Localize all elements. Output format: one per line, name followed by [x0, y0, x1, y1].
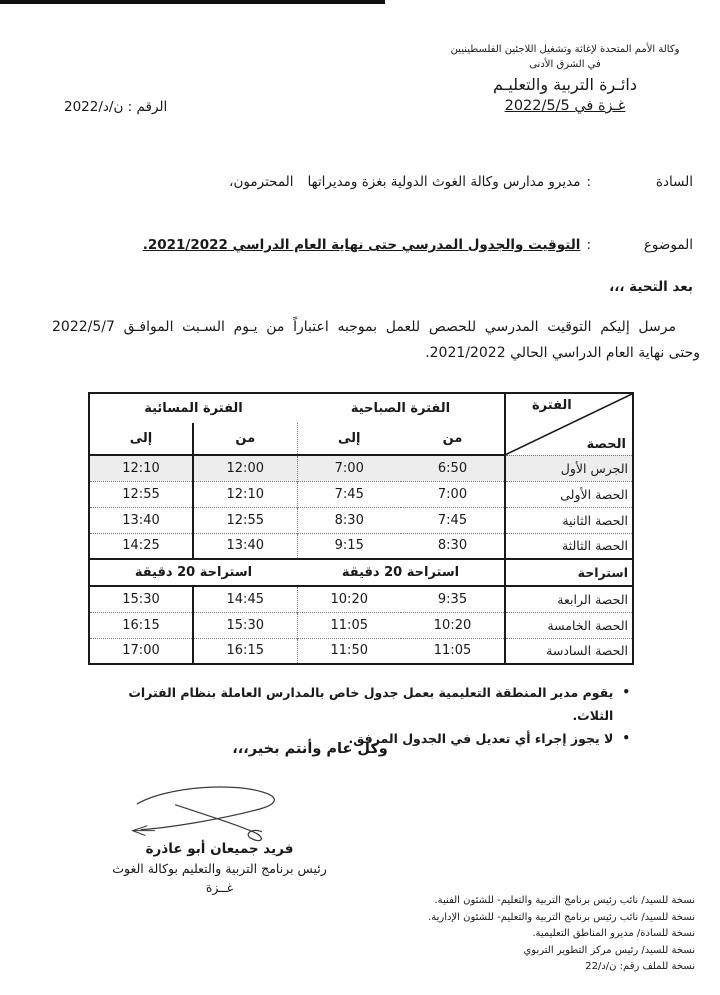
evening-from: 15:30 — [193, 612, 297, 638]
evening-to: 15:30 — [89, 586, 193, 612]
cc-item: نسخة للملف رقم: ن/د/22 — [585, 961, 695, 972]
cc-item: نسخة للسادة/ مديرو المناطق التعليمية. — [532, 928, 695, 939]
corner-period-label: الفترة — [532, 398, 572, 413]
body-line-2: وحتى نهاية العام الدراسي الحالي 2021/2022. — [425, 345, 700, 361]
closing-phrase: وكل عام وأنتم بخير،،، — [232, 741, 388, 757]
subject-text: التوقيت والجدول المدرسي حتى نهاية العام الدراسي 2021/2022. — [142, 237, 581, 253]
morning-from: 10:20 — [401, 612, 505, 638]
cc-item: نسخة للسيد/ رئيس مركز التطوير التربوي — [523, 944, 695, 956]
table-row — [89, 481, 633, 507]
handwritten-signature — [123, 781, 291, 843]
morning-to: 7:00 — [297, 455, 401, 481]
addressee-colon: : — [586, 174, 591, 190]
morning-from-header: من — [401, 423, 505, 455]
evening-to: 13:40 — [89, 507, 193, 533]
row-label: الحصة الخامسة — [505, 612, 633, 638]
addressee-honorific: المحترمون، — [229, 174, 294, 190]
evening-to: 16:15 — [89, 612, 193, 638]
cc-item: نسخة للسيد/ نائب رئيس برنامج التربية والتعليم- للشئون الإدارية. — [428, 911, 695, 923]
morning-to: 10:20 — [297, 586, 401, 612]
org-name-line2: في الشرق الأدنى — [529, 59, 601, 70]
letterhead — [415, 42, 715, 116]
evening-period-header: الفترة المسائية — [89, 393, 297, 423]
reference-number: الرقم : ن/د/2022 — [64, 99, 168, 115]
morning-from: 7:00 — [401, 481, 505, 507]
bullet-icon: • — [622, 731, 630, 745]
morning-to: 9:15 — [297, 533, 401, 559]
evening-break: استراحة 20 دقيقة — [89, 559, 297, 586]
addressee-label: السادة — [655, 174, 693, 190]
cc-item: نسخة للسيد/ نائب رئيس برنامج التربية والتعليم- للشئون الفنية. — [434, 895, 695, 906]
addressee-text: مديرو مدارس وكالة الغوث الدولية بغزة ومديراتها — [307, 174, 581, 190]
place-and-date: غـزة في 2022/5/5 — [504, 98, 626, 114]
subject-colon: : — [586, 237, 591, 253]
row-label: الحصة الأولى — [505, 481, 633, 507]
scan-artifact-strip — [0, 0, 385, 4]
evening-to: 17:00 — [89, 638, 193, 664]
table-row — [89, 507, 633, 533]
body-line-1: مرسل إليكم التوقيت المدرسي للحصص للعمل بموجبه اعتباراً من يـوم السـبت الموافـق 2022/5/7 — [52, 319, 676, 335]
signatory-block — [92, 839, 347, 897]
cc-list — [365, 893, 695, 976]
evening-from-header: من — [193, 423, 297, 455]
evening-to: 12:55 — [89, 481, 193, 507]
morning-from: 7:45 — [401, 507, 505, 533]
morning-from: 8:30 — [401, 533, 505, 559]
school-timetable — [88, 392, 634, 665]
table-row — [89, 533, 633, 559]
break-row — [89, 559, 633, 586]
evening-from: 16:15 — [193, 638, 297, 664]
signatory-city: غــزة — [205, 880, 234, 895]
table-row — [89, 612, 633, 638]
subject-label: الموضوع — [643, 237, 693, 253]
morning-from: 11:05 — [401, 638, 505, 664]
row-label: الحصة الثالثة — [505, 533, 633, 559]
greeting: بعد التحية ،،، — [609, 279, 693, 295]
note-text: لا يجوز إجراء أي تعديل في الجدول المرفق. — [348, 731, 614, 746]
department-name: دائـرة التربية والتعليـم — [493, 75, 637, 94]
morning-to-header: إلى — [297, 423, 401, 455]
table-row — [89, 638, 633, 664]
corner-lesson-label: الحصة — [586, 436, 626, 452]
corner-header-cell — [505, 393, 633, 455]
morning-to: 11:05 — [297, 612, 401, 638]
row-label: الحصة السادسة — [505, 638, 633, 664]
morning-from: 6:50 — [401, 455, 505, 481]
evening-to: 14:25 — [89, 533, 193, 559]
morning-from: 9:35 — [401, 586, 505, 612]
org-name-line1: وكالة الأمم المتحدة لإغاثة وتشغيل اللاجئين الفلسطينيين — [450, 44, 680, 55]
signatory-title: رئيس برنامج التربية والتعليم بوكالة الغوث — [112, 861, 327, 876]
row-label: الحصة الرابعة — [505, 586, 633, 612]
subject-row — [113, 237, 693, 253]
note-item — [85, 681, 630, 727]
morning-period-header: الفترة الصباحية — [350, 401, 451, 416]
body-paragraph — [52, 314, 700, 366]
table-row — [89, 455, 633, 481]
evening-from: 12:10 — [193, 481, 297, 507]
notes-list — [85, 681, 630, 750]
evening-to-header: إلى — [89, 423, 193, 455]
table-row — [89, 586, 633, 612]
row-label: الجرس الأول — [505, 455, 633, 481]
break-label: استراحة — [505, 559, 633, 586]
morning-break: استراحة 20 دقيقة — [297, 559, 505, 586]
evening-from: 12:55 — [193, 507, 297, 533]
row-label: الحصة الثانية — [505, 507, 633, 533]
note-text: يقوم مدير المنطقة التعليمية بعمل جدول خاص بالمدارس العاملة بنظام الفترات الثلاث. — [128, 685, 614, 723]
evening-from: 14:45 — [193, 586, 297, 612]
evening-from: 13:40 — [193, 533, 297, 559]
evening-from: 12:00 — [193, 455, 297, 481]
addressee-row — [113, 174, 693, 190]
evening-to: 12:10 — [89, 455, 193, 481]
morning-to: 8:30 — [297, 507, 401, 533]
signatory-name: فريد جميعان أبو عاذرة — [145, 841, 294, 857]
morning-to: 7:45 — [297, 481, 401, 507]
morning-to: 11:50 — [297, 638, 401, 664]
bullet-icon: • — [622, 685, 630, 699]
